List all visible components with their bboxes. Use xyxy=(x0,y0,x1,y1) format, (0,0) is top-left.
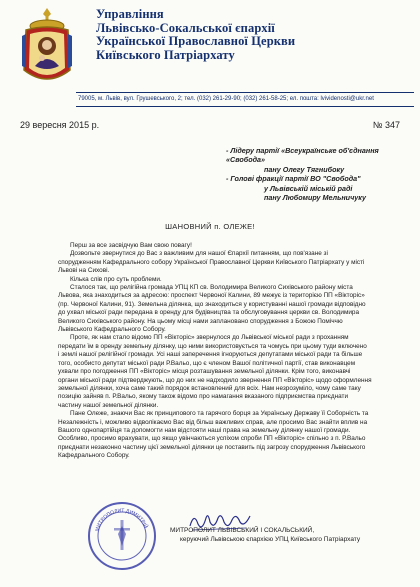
body-line: позицію зайняв п. Р.Вальо, якому також відомо про намагання вказаного підприємства приєднати xyxy=(58,393,349,401)
addressee-block xyxy=(226,146,416,202)
body-line: Сталося так, що релігійна громада УПЦ КП св. Володимира Великого Сихівського району міста xyxy=(70,284,353,292)
letter-date: 29 вересня 2015 р. xyxy=(20,120,100,130)
eparchy-letterhead xyxy=(96,8,416,62)
body-line: Проте, як нам стало відомо ПП «Вікторіс» звернулося до Львівської міської ради з проханням xyxy=(70,334,349,342)
body-line: Кілька слів про суть проблеми. xyxy=(70,275,162,283)
body-line: Львова, яка знаходиться за адресою: проспект Червоної Калини, 89 межує із територією ПП «Вікторіс» xyxy=(58,292,365,300)
body-line: Дозвольте звернутися до Вас з важливим для нашої Єпархії питанням, що пов'язане зі xyxy=(70,250,328,258)
letterhead-divider-top xyxy=(76,92,414,93)
body-line: органи міської ради підтверджують, що до них не надходило звернення ПП «Вікторіс» щодо оформлення xyxy=(58,376,372,384)
body-line: спорудженням Кафедрального собору Української Православної Церкви Київського Патріархату у місті xyxy=(58,258,365,266)
body-line: і землі нашої релігійної громади. Усі наші заперечення ігноруються депутатами міської ради та більше xyxy=(58,351,363,359)
addressee-line: - Лідеру партії «Всеукраїнське об'єднання xyxy=(226,146,379,155)
stamp-text: МИТРОПОЛИТ ДИМИТРІЙ xyxy=(94,507,149,533)
body-line: Пане Олеже, знаючи Вас як принципового та гарячого борця за Українську Державу її Соборність та xyxy=(70,410,369,418)
body-line: Кафедрального Собору. xyxy=(58,452,130,460)
body-line: приєднати незаконно частину цієї земельної ділянки це поставить під загрозу спорудження Львівського xyxy=(58,443,366,451)
addressee-line: - Голові фракції партії ВО "Свобода" xyxy=(226,174,361,184)
official-stamp-icon xyxy=(86,500,158,572)
body-line: Вашого однопартійця та допомогти нам відстояти наші права на земельну ділянку нашої громади. xyxy=(58,426,351,434)
addressee-line: пану Олегу Тягнибоку xyxy=(264,164,345,174)
letter-number: № 347 xyxy=(372,120,400,130)
body-line: ухвали про погодження ПП «Вікторіс» місця розташування земельної ділянки. Крім того, виконавчі xyxy=(58,368,351,376)
letterhead-line: Управління xyxy=(96,7,164,21)
body-line: того, особисто депутат міської ради Р.Вальо, що є членом Вашої політичної партії, став виконавцем xyxy=(58,359,356,367)
letterhead-line: Львівсько-Сокальської єпархії xyxy=(96,20,275,35)
letterhead-divider-bottom xyxy=(76,106,414,107)
body-line: Особливо, просимо врахувати, що якщо увінчаються успіхом спроби ПП «Вікторіс» спільно з п. Р.Вальо xyxy=(58,435,366,443)
signer-title: МИТРОПОЛИТ ЛЬВІВСЬКИЙ І СОКАЛЬСЬКИЙ, xyxy=(170,527,315,534)
signer-position: керуючий Львівською єпархією УПЦ Київського Патріархату xyxy=(180,536,361,543)
body-line: земельної ділянки, хоча саме такий порядок встановлений для всіх. Нам незрозуміло, чому саме таку xyxy=(58,384,361,392)
body-line: до ухвал міської ради передана в оренду для будівництва та обслуговування церкви св. Володимира xyxy=(58,309,360,317)
body-line: (пр. Червоної Калини, 91). Земельна ділянка, що знаходиться у користуванні нашої громади відповідно xyxy=(58,300,366,308)
addressee-line: у Львівській міській раді xyxy=(264,183,353,193)
letterhead-line: Української Православної Церкви xyxy=(96,34,296,48)
body-line: Перш за все засвідчую Вам свою повагу! xyxy=(70,242,192,249)
addressee-line: пану Любомиру Мельничуку xyxy=(264,193,366,203)
body-line: передати їм в оренду земельну ділянку, що ними використовується та чомусь при цьому туди включено xyxy=(58,342,367,350)
body-line: Незалежність і, можливо відволікаємо Вас від більш важливих справ, але просимо Вас знайти вплив на xyxy=(58,418,368,426)
body-line: Львівського Кафедрального Собору. xyxy=(58,326,166,334)
body-line: Львові на Сихові. xyxy=(58,267,110,275)
letter-body xyxy=(58,242,413,461)
body-line: Великого Сихівського району. На цьому місці нами заплановано спорудження з Божою Поміччю xyxy=(58,317,343,325)
addressee-line: «Свобода» xyxy=(226,155,266,165)
eparchy-emblem-icon xyxy=(18,6,76,90)
body-line: частину нашої земельної ділянки. xyxy=(58,401,159,409)
salutation: ШАНОВНИЙ п. ОЛЕЖЕ! xyxy=(165,222,255,231)
letterhead-line: Київського Патріархату xyxy=(96,47,235,62)
letterhead-address: 79005, м. Львів, вул. Грушевського, 2; тел. (032) 261-29-90; (032) 261-58-25; ел. пошта: lvividenosti@ukr.net xyxy=(78,96,374,102)
